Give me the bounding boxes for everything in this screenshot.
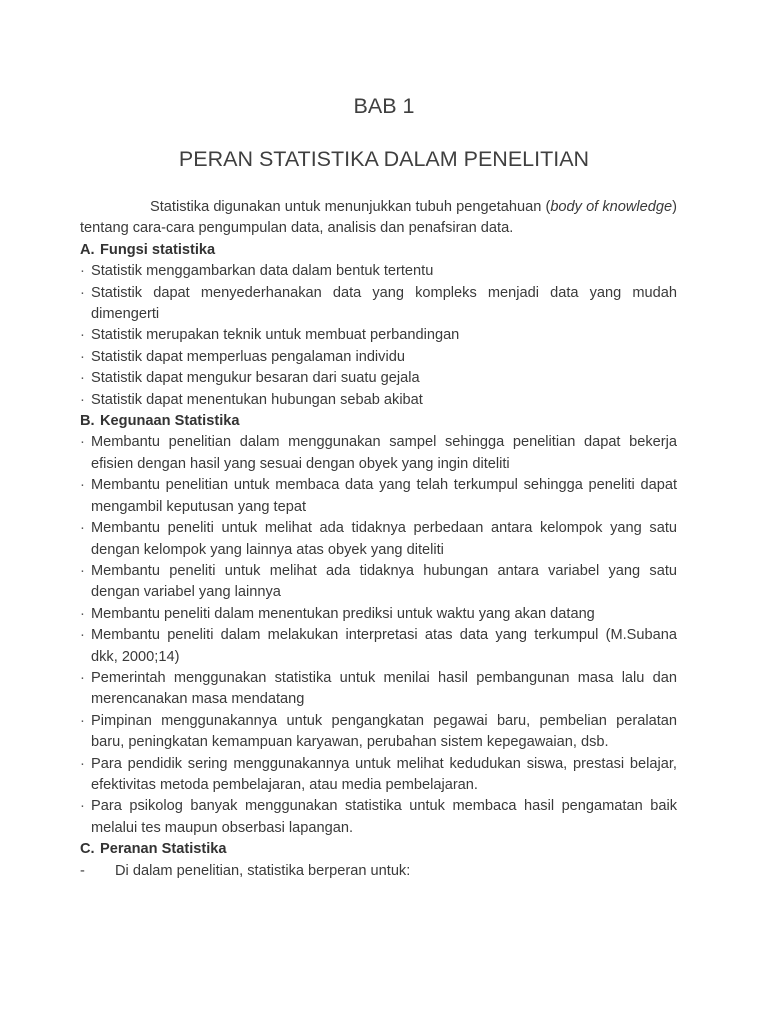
section-list [80, 432, 677, 839]
list-item-text: Statistik dapat memperluas pengalaman individu [91, 348, 405, 365]
section-letter: C. [80, 841, 95, 858]
document-body [80, 197, 677, 882]
list-item [80, 325, 677, 346]
bullet-marker: · [80, 798, 85, 815]
bullet-marker: · [80, 370, 85, 387]
section-heading [80, 411, 677, 432]
closing-text: Di dalam penelitian, statistika berperan untuk: [115, 862, 411, 879]
bullet-marker: · [80, 327, 85, 344]
intro-text-1: Statistika digunakan untuk menunjukkan tubuh pengetahuan ( [150, 199, 551, 215]
bullet-marker: · [80, 669, 85, 686]
list-item [80, 390, 677, 411]
list-item [80, 432, 677, 475]
list-item [80, 368, 677, 389]
list-item [80, 754, 677, 797]
list-item-text: Membantu penelitian dalam menggunakan sampel sehingga penelitian dapat bekerja efisien dengan hasil yang sesuai dengan obyek yang ingin diteliti [91, 434, 677, 472]
list-item-text: Statistik menggambarkan data dalam bentuk tertentu [91, 263, 434, 280]
list-item-text: Statistik merupakan teknik untuk membuat perbandingan [91, 327, 460, 344]
chapter-title: PERAN STATISTIKA DALAM PENELITIAN [178, 147, 590, 171]
list-item [80, 283, 677, 326]
bullet-marker: · [80, 562, 85, 579]
bullet-marker: · [80, 391, 85, 408]
bullet-marker: · [80, 627, 85, 644]
list-item-text: Pimpinan menggunakannya untuk pengangkatan pegawai baru, pembelian peralatan baru, peningkatan kemampuan karyawan, perubahan sistem kepegawaian, dsb. [91, 712, 677, 751]
section-heading [80, 240, 677, 261]
chapter-heading: BAB 1 [353, 94, 415, 118]
list-item [80, 604, 677, 625]
bullet-marker: · [80, 434, 85, 451]
list-item [80, 668, 677, 711]
list-item [80, 261, 677, 282]
section-list [80, 261, 677, 411]
list-item-text: Membantu penelitian untuk membaca data yang telah terkumpul sehingga peneliti dapat mengambil keputusan yang tepat [91, 477, 677, 515]
list-item [80, 711, 677, 754]
section-title: Kegunaan Statistika [100, 413, 240, 430]
bullet-marker: · [80, 284, 85, 301]
intro-text-2: ) tentang cara-cara pengumpulan data, analisis dan penafsiran data. [80, 199, 677, 237]
section-title: Peranan Statistika [100, 841, 227, 858]
bullet-marker: · [80, 348, 85, 365]
list-item-text: Para psikolog banyak menggunakan statistika untuk membaca hasil pengamatan baik melalui tes maupun obserbasi lapangan. [91, 798, 677, 836]
list-item-text: Pemerintah menggunakan statistika untuk menilai hasil pembangunan masa lalu dan merencanakan masa mendatang [91, 669, 677, 708]
list-item-text: Statistik dapat menentukan hubungan sebab akibat [91, 391, 423, 408]
bullet-marker: · [80, 477, 85, 494]
list-item [80, 347, 677, 368]
section-letter: A. [80, 241, 95, 258]
dash-marker: - [80, 862, 85, 879]
list-item-text: Statistik dapat menyederhanakan data yang kompleks menjadi data yang mudah dimengerti [91, 284, 677, 323]
section-letter: B. [80, 413, 95, 430]
section-heading [80, 839, 677, 860]
section-title: Fungsi statistika [100, 241, 216, 258]
list-item-text: Membantu peneliti untuk melihat ada tidaknya perbedaan antara kelompok yang satu dengan kelompok yang lainnya atas obyek yang diteliti [91, 520, 677, 558]
bullet-marker: · [80, 605, 85, 622]
sections-container [80, 240, 677, 861]
list-item-text: Membantu peneliti dalam menentukan prediksi untuk waktu yang akan datang [91, 605, 595, 622]
list-item [80, 518, 677, 561]
intro-italic-term: body of knowledge [550, 199, 673, 215]
list-item [80, 561, 677, 604]
list-item-text: Membantu peneliti untuk melihat ada tidaknya hubungan antara variabel yang satu dengan variabel yang lainnya [91, 562, 677, 601]
list-item [80, 475, 677, 518]
bullet-marker: · [80, 712, 85, 729]
bullet-marker: · [80, 520, 85, 537]
bullet-marker: · [80, 755, 85, 772]
list-item-text: Statistik dapat mengukur besaran dari suatu gejala [91, 370, 420, 387]
list-item-text: Membantu peneliti dalam melakukan interpretasi atas data yang terkumpul (M.Subana dkk, 2000;14) [91, 627, 677, 665]
list-item [80, 796, 677, 839]
list-item-text: Para pendidik sering menggunakannya untuk melihat kedudukan siswa, prestasi belajar, efektivitas metoda pembelajaran, atau media pembelajaran. [91, 755, 677, 793]
list-item [80, 625, 677, 668]
bullet-marker: · [80, 263, 85, 280]
intro-paragraph [80, 197, 677, 240]
closing-line [80, 861, 677, 882]
